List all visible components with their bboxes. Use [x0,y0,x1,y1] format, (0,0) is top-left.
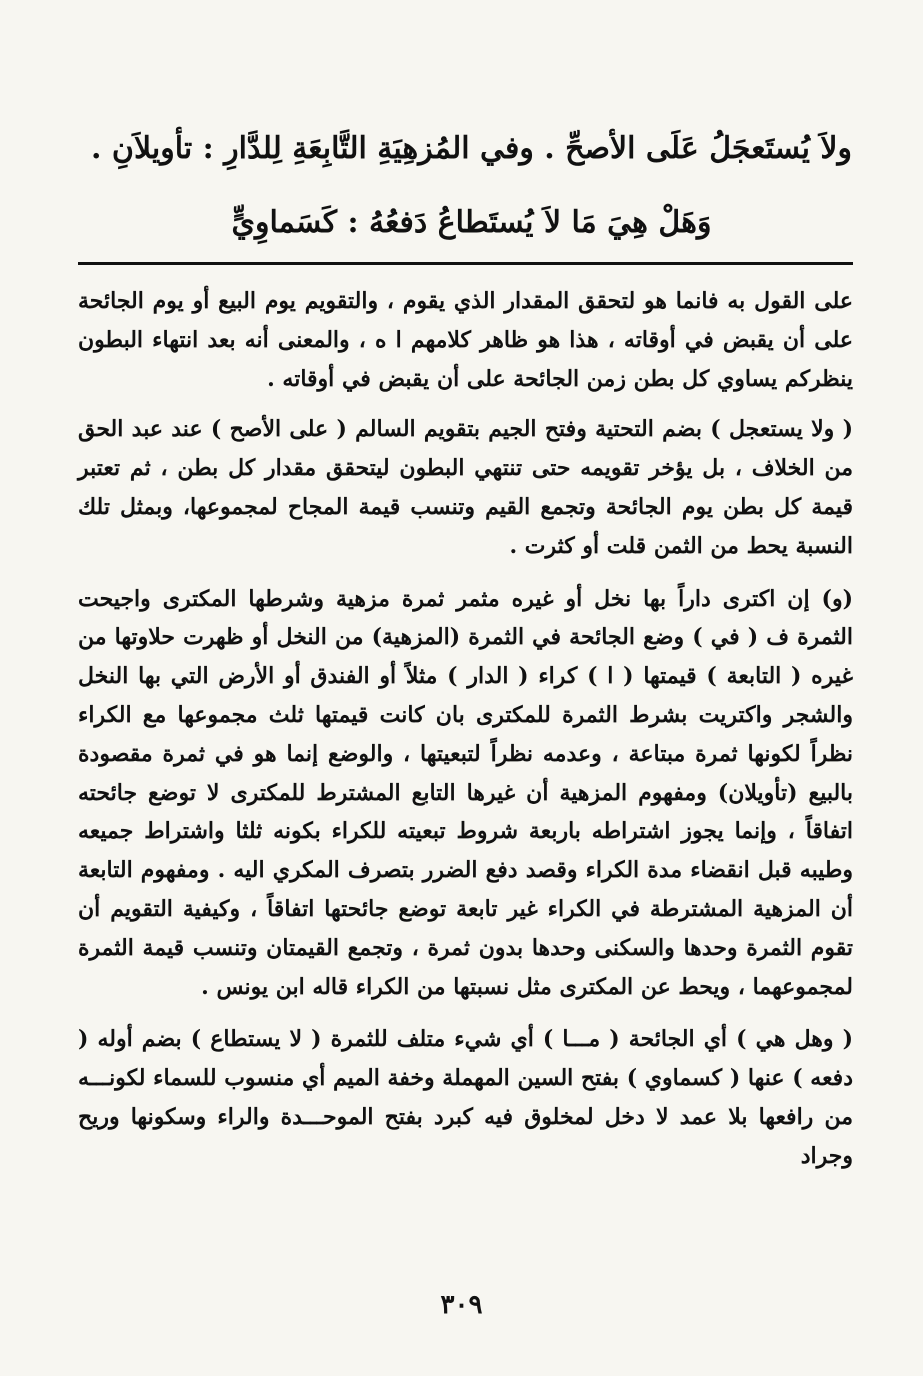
paragraph-2: ( ولا يستعجل ) بضم التحتية وفتح الجيم بتقويم السالم ( على الأصح ) عند عبد الحق من الخلاف ، بل يؤخر تقويمه حتى تنتهي البطون ليتحقق مقدار كل بطن ، ثم تعتبر قيمة كل بطن يوم الجائحة وتجمع القيم وتنسب قيمة المجاح لمجموعها، وبمثل تلك النسبة يحط من الثمن قلت أو كثرت . [78,416,853,559]
page-number: ٣٠٩ [440,1290,483,1320]
paragraph-3: (و) إن اكترى داراً بها نخل أو غيره مثمر ثمرة مزهية وشرطها المكترى واجيحت الثمرة ف ( في ) وضع الجائحة في الثمرة (المزهية) من النخل أو ظهرت حلاوتها من غيره ( التابعة ) قيمتها ( ا ) كراء ( الدار ) مثلاً أو الفندق أو الأرض التي بها النخل والشجر واكتريت بشرط الثمرة للمكترى بان كانت قيمتها ثلث مجموعها مع الكراء نظراً لكونها ثمرة مبتاعة ، وعدمه نظراً لتبعيتها ، والوضع إنما هو في ثمرة مقصودة بالبيع (تأويلان) ومفهوم المزهية أن غيرها التابع المشترط للمكترى لا توضع جائحته اتفاقاً ، وإنما يجوز اشتراطه باربعة شروط تبعيته للكراء بكونه ثلثا واشتراط جميعه وطيبه قبل انقضاء مدة الكراء وقصد دفع الضرر بتصرف المكري اليه . ومفهوم التابعة أن المزهية المشترطة في الكراء غير تابعة توضع جائحتها اتفاقاً ، وكيفية التقويم أن تقوم الثمرة وحدها والسكنى وحدها بدون ثمرة ، وتجمع القيمتان وتنسب قيمة الثمرة لمجموعهما ، ويحط عن المكترى مثل نسبتها من الكراء قاله ابن يونس . [78,585,853,1000]
commentary-body [78,282,853,1190]
matn-header [90,112,853,260]
matn-line-2: وَهَلْ هِيَ مَا لاَ يُستَطاعُ دَفعُهُ : كَسَماوِيٍّ [231,205,712,240]
separator-rule [78,262,853,265]
paragraph-1: على القول به فانما هو لتحقق المقدار الذي يقوم ، والتقويم يوم البيع أو يوم الجائحة على أن يقبض في أوقاته ، هذا هو ظاهر كلامهم ا ه ، والمعنى أنه بعد انتهاء البطون ينظركم يساوي كل بطن زمن الجائحة على أن يقبض في أوقاته . [78,288,853,392]
matn-line-1: ولاَ يُستَعجَلُ عَلَى الأصحِّ . وفي المُزهِيَةِ التَّابِعَةِ لِلدَّارِ : تأويلاَنِ . [91,131,852,166]
paragraph-4: ( وهل هي ) أي الجائحة ( مـــا ) أي شيء متلف للثمرة ( لا يستطاع ) بضم أوله ( دفعه ) عنها ( كسماوي ) بفتح السين المهملة وخفة الميم أي منسوب للسماء لكونـــه من رافعها بلا عمد لا دخل لمخلوق فيه كبرد بفتح الموحـــدة والراء وسكونها وريح وجراد [78,1026,853,1169]
